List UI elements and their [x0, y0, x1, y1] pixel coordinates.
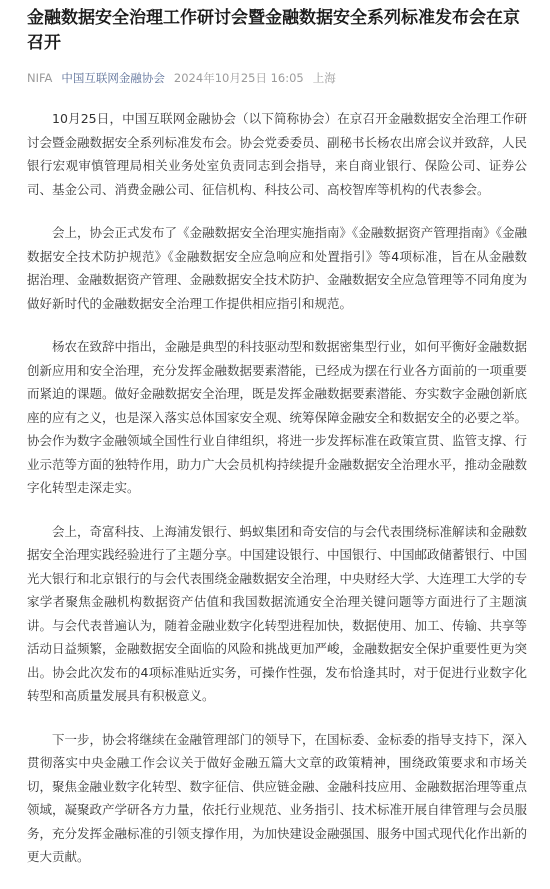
publish-location: 上海 — [312, 71, 336, 85]
article-body — [27, 107, 527, 869]
article — [27, 0, 527, 889]
article-title: 金融数据安全治理工作研讨会暨金融数据安全系列标准发布会在京召开 — [27, 8, 520, 53]
publish-datetime: 2024年10月25日 16:05 — [173, 71, 304, 85]
paragraph-3: 杨农在致辞中指出，金融是典型的科技驱动型和数据密集型行业，如何平衡好金融数据创新应用和安全治理，充分发挥金融数据要素潜能，已经成为摆在行业各方面前的一项重要而紧迫的课题。做好金融数据安全治理，既是发挥金融数据要素潜能、夯实数字金融创新底座的应有之义，也是深入落实总体国家安全观、统筹保障金融安全和数据安全的必要之举。协会作为数字金融领域全国性行业自律组织，将进一步发挥标准在政策宣贯、监管支撑、行业示范等方面的独特作用，助力广大会员机构持续提升金融数据安全治理水平，推动金融数字化转型走深走实。 — [27, 339, 528, 495]
paragraph-2: 会上，协会正式发布了《金融数据安全治理实施指南》《金融数据资产管理指南》《金融数据安全技术防护规范》《金融数据安全应急响应和处置指引》等4项标准，旨在从金融数据治理、金融数据资产管理、金融数据安全技术防护、金融数据安全应急管理等不同角度为做好新时代的金融数据安全治理工作提供相应指引和规范。 — [27, 225, 528, 311]
account-name-link[interactable]: 中国互联网金融协会 — [61, 71, 165, 85]
source-tag: NIFA — [27, 71, 53, 85]
article-meta — [27, 68, 527, 88]
paragraph-5: 下一步，协会将继续在金融管理部门的领导下，在国标委、金标委的指导支持下，深入贯彻落实中央金融工作会议关于做好金融五篇大文章的政策精神，围绕政策要求和市场关切，聚焦金融业数字化转型、数字征信、供应链金融、金融科技应用、金融数据治理等重点领域，凝聚政产学研各方力量，依托行业规范、业务指引、技术标准开展自律管理与会员服务，充分发挥金融标准的引领支撑作用，为加快建设金融强国、服务中国式现代化作出新的更大贡献。 — [27, 731, 528, 864]
paragraph-1: 10月25日，中国互联网金融协会（以下简称协会）在京召开金融数据安全治理工作研讨会暨金融数据安全系列标准发布会。协会党委委员、副秘书长杨农出席会议并致辞，人民银行宏观审慎管理局相关业务处室负责同志到会指导，来自商业银行、保险公司、证券公司、基金公司、消费金融公司、征信机构、科技公司、高校智库等机构的代表参会。 — [27, 111, 528, 197]
paragraph-4: 会上，奇富科技、上海浦发银行、蚂蚁集团和奇安信的与会代表围绕标准解读和金融数据安全治理实践经验进行了主题分享。中国建设银行、中国银行、中国邮政储蓄银行、中国光大银行和北京银行的与会代表围绕金融数据安全治理，中央财经大学、大连理工大学的专家学者聚焦金融机构数据资产估值和我国数据流通安全治理关键问题等方面进行了主题演讲。与会代表普遍认为，随着金融业数字化转型进程加快，数据使用、加工、传输、共享等活动日益频繁，金融数据安全面临的风险和挑战更加严峻，金融数据安全保护重要性更为突出。协会此次发布的4项标准贴近实务，可操作性强，发布恰逢其时，对于促进行业数字化转型和高质量发展具有积极意义。 — [27, 523, 528, 703]
